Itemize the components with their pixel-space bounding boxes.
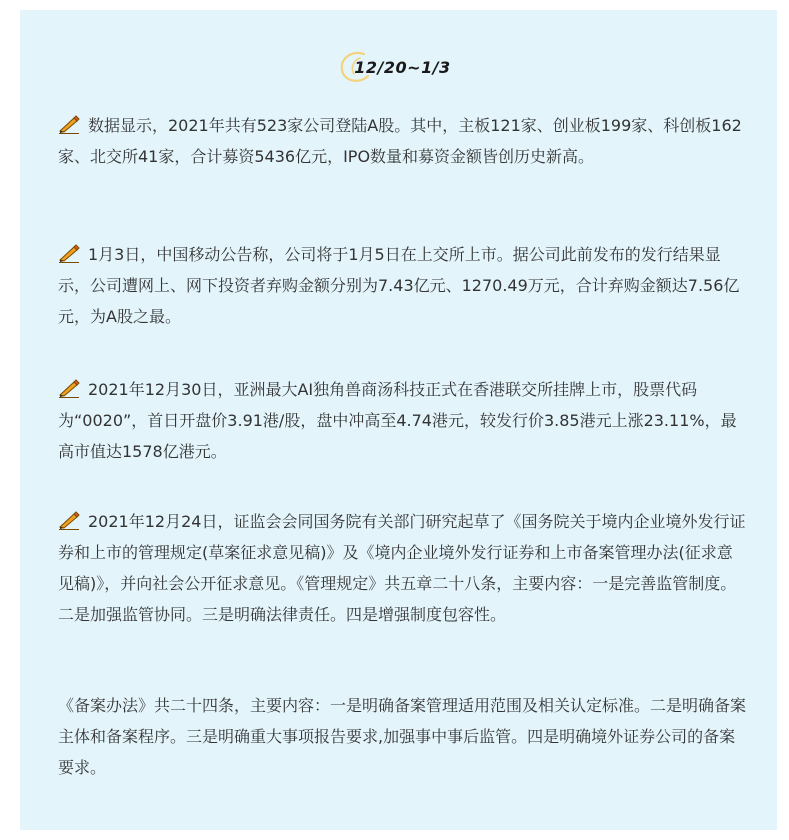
date-range: 12/20~1/3 [354,57,451,77]
news-text: 2021年12月24日，证监会会同国务院有关部门研究起草了《国务院关于境内企业境外发行证券和上市的管理规定(草案征求意见稿)》及《境内企业境外发行证券和上市备案管理办法(征求意见稿)》，并向社会公开征求意见。《管理规定》共五章二十八条，主要内容：一是完善监管制度。二是加强监管协同。三是明确法律责任。四是增强制度包容性。 [58,512,746,624]
pencil-icon [58,114,80,134]
news-text: 1月3日，中国移动公告称，公司将于1月5日在上交所上市。据公司此前发布的发行结果显示，公司遭网上、网下投资者弃购金额分别为7.43亿元、1270.49万元，合计弃购金额达7.56亿元，为A股之最。 [58,245,740,326]
date-header [20,50,777,84]
followup-paragraph: 《备案办法》共二十四条，主要内容：一是明确备案管理适用范围及相关认定标准。二是明确备案主体和备案程序。三是明确重大事项报告要求,加强事中事后监管。四是明确境外证券公司的备案要求。 [58,696,747,777]
content-panel [20,10,777,830]
news-text: 2021年12月30日，亚洲最大AI独角兽商汤科技正式在香港联交所挂牌上市，股票代码为“0020”，首日开盘价3.91港/股，盘中冲高至4.74港元，较发行价3.85港元上涨23.11%，最高市值达1578亿港元。 [58,380,737,461]
news-text: 数据显示，2021年共有523家公司登陆A股。其中，主板121家、创业板199家、科创板162家、北交所41家，合计募资5436亿元，IPO数量和募资金额皆创历史新高。 [58,116,742,166]
pencil-icon [58,243,80,263]
news-item [58,110,748,172]
news-item [58,239,748,332]
news-item [58,506,748,630]
news-item [58,374,748,467]
pencil-icon [58,378,80,398]
pencil-icon [58,510,80,530]
